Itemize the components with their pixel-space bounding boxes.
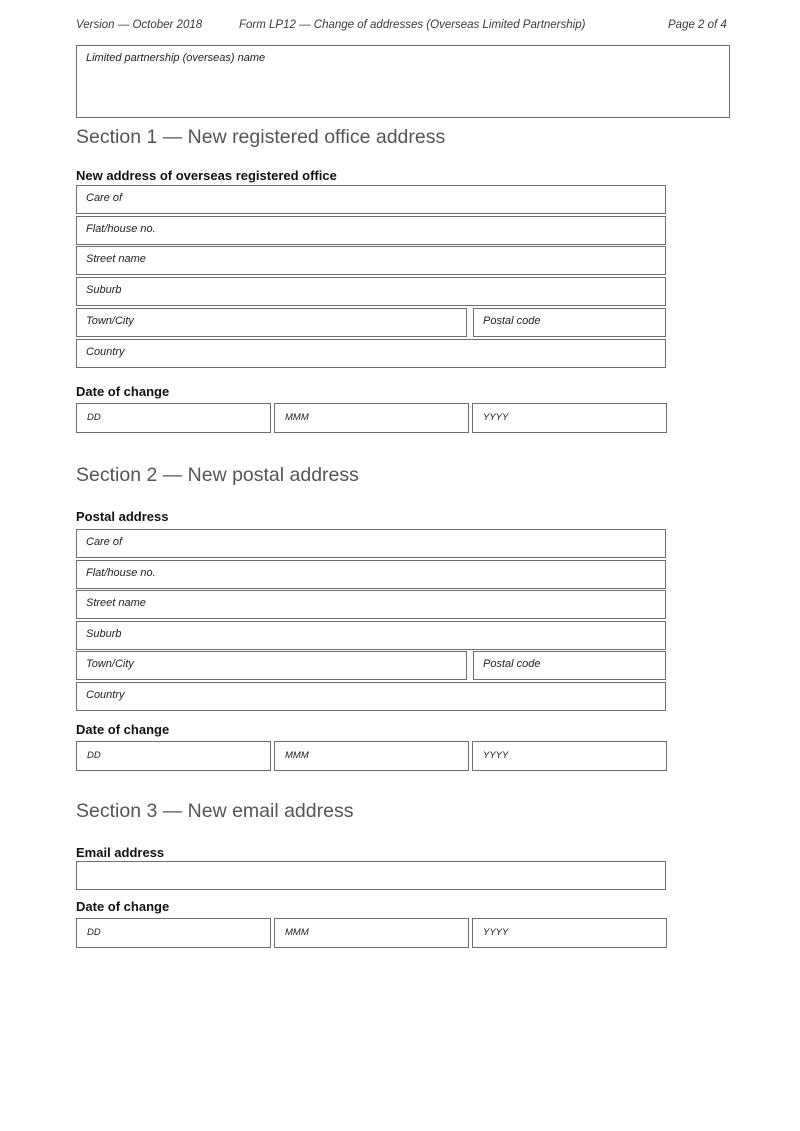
- s1-town-field[interactable]: [76, 308, 467, 337]
- s1-dd-label: DD: [87, 412, 101, 423]
- s2-mmm-label: MMM: [285, 750, 309, 761]
- s2-care-of-label: Care of: [86, 536, 123, 548]
- s2-postal-code-field[interactable]: [473, 651, 666, 680]
- s2-dd-label: DD: [87, 750, 101, 761]
- s1-suburb-label: Suburb: [86, 284, 122, 296]
- partnership-name-label: Limited partnership (overseas) name: [86, 52, 266, 64]
- s1-street-field[interactable]: [76, 246, 666, 275]
- s1-flat-field[interactable]: [76, 216, 666, 245]
- section-3-email-heading: Email address: [76, 845, 165, 860]
- s3-dd-label: DD: [87, 927, 101, 938]
- version-text: Version — October 2018: [76, 19, 203, 31]
- s1-postal-code-field[interactable]: [473, 308, 666, 337]
- s1-date-heading: Date of change: [76, 384, 170, 399]
- s1-town-label: Town/City: [86, 315, 134, 327]
- s2-yyyy-label: YYYY: [483, 750, 509, 761]
- s3-date-heading: Date of change: [76, 899, 170, 914]
- s1-street-label: Street name: [86, 253, 146, 265]
- partnership-name-field[interactable]: [76, 45, 730, 118]
- s2-care-of-field[interactable]: [76, 529, 666, 558]
- s2-town-field[interactable]: [76, 651, 467, 680]
- s2-date-year-field[interactable]: [472, 741, 667, 771]
- s1-suburb-field[interactable]: [76, 277, 666, 306]
- s3-date-year-field[interactable]: [472, 918, 667, 948]
- s1-care-of-label: Care of: [86, 192, 123, 204]
- s3-date-month-field[interactable]: [274, 918, 469, 948]
- s1-date-year-field[interactable]: [472, 403, 667, 433]
- section-2-title: Section 2 — New postal address: [76, 464, 359, 486]
- s2-street-field[interactable]: [76, 590, 666, 619]
- page-number: Page 2 of 4: [668, 19, 727, 31]
- s1-date-day-field[interactable]: [76, 403, 271, 433]
- s1-country-field[interactable]: [76, 339, 666, 368]
- s2-street-label: Street name: [86, 597, 146, 609]
- section-3-title: Section 3 — New email address: [76, 800, 354, 822]
- s2-suburb-label: Suburb: [86, 628, 122, 640]
- s3-date-day-field[interactable]: [76, 918, 271, 948]
- s2-flat-label: Flat/house no.: [86, 567, 156, 579]
- s1-mmm-label: MMM: [285, 412, 309, 423]
- s2-date-heading: Date of change: [76, 722, 170, 737]
- s3-mmm-label: MMM: [285, 927, 309, 938]
- s2-postal-code-label: Postal code: [483, 658, 541, 670]
- s2-town-label: Town/City: [86, 658, 134, 670]
- section-1-address-heading: New address of overseas registered office: [76, 168, 337, 183]
- s1-flat-label: Flat/house no.: [86, 223, 156, 235]
- s1-yyyy-label: YYYY: [483, 412, 509, 423]
- s2-country-field[interactable]: [76, 682, 666, 711]
- section-2-address-heading: Postal address: [76, 509, 169, 524]
- s2-suburb-field[interactable]: [76, 621, 666, 650]
- email-field[interactable]: [76, 861, 666, 890]
- s1-postal-code-label: Postal code: [483, 315, 541, 327]
- s3-yyyy-label: YYYY: [483, 927, 509, 938]
- s1-country-label: Country: [86, 346, 125, 358]
- s2-date-month-field[interactable]: [274, 741, 469, 771]
- s1-care-of-field[interactable]: [76, 185, 666, 214]
- form-title: Form LP12 — Change of addresses (Overseas Limited Partnership): [239, 19, 586, 31]
- s2-country-label: Country: [86, 689, 125, 701]
- s2-flat-field[interactable]: [76, 560, 666, 589]
- section-1-title: Section 1 — New registered office address: [76, 126, 446, 148]
- s1-date-month-field[interactable]: [274, 403, 469, 433]
- s2-date-day-field[interactable]: [76, 741, 271, 771]
